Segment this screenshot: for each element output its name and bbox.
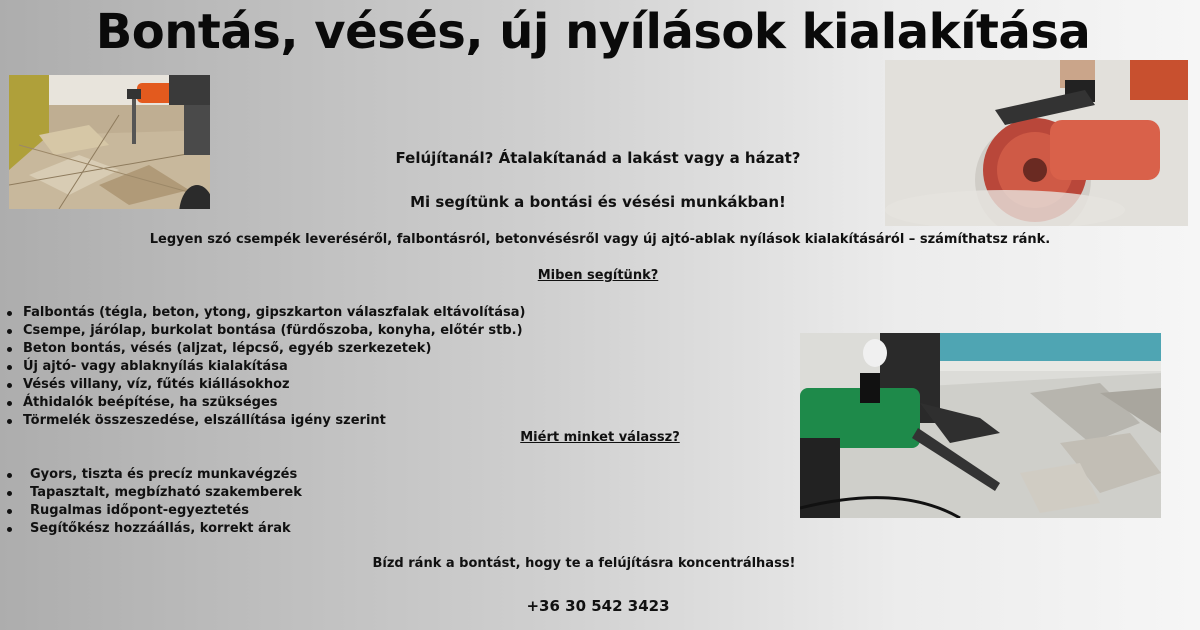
intro-promise: Mi segítünk a bontási és vésési munkákban! <box>410 193 786 211</box>
intro-paragraph: Legyen szó csempék leveréséről, falbontásról, betonvésésről vagy új ajtó-ablak nyílások kialakításáról – számíthatsz ránk. <box>149 232 1051 247</box>
page-title: Bontás, vésés, új nyílások kialakítása <box>95 4 1091 60</box>
list-item: Tapasztalt, megbízható szakemberek <box>30 485 302 500</box>
services-heading: Miben segítünk? <box>537 268 659 283</box>
list-item: Vésés villany, víz, fűtés kiállásokhoz <box>23 376 525 394</box>
list-item: Gyors, tiszta és precíz munkavégzés <box>30 466 302 484</box>
tile-demolition-photo <box>9 75 210 209</box>
list-item: Falbontás (tégla, beton, ytong, gipszkarton válaszfalak eltávolítása) <box>23 305 526 320</box>
reasons-list <box>30 466 302 538</box>
phone-number: +36 30 542 3423 <box>526 597 670 615</box>
list-item: Új ajtó- vagy ablaknyílás kialakítása <box>23 358 525 376</box>
list-item: Csempe, járólap, burkolat bontása (fürdőszoba, konyha, előtér stb.) <box>23 322 525 340</box>
list-item: Rugalmas időpont-egyeztetés <box>30 502 302 520</box>
breaker-hammer-photo <box>800 333 1161 518</box>
services-list <box>23 304 525 430</box>
intro-question: Felújítanál? Átalakítanád a lakást vagy a házat? <box>395 149 801 167</box>
why-heading: Miért minket válassz? <box>520 430 680 445</box>
closing-text: Bízd ránk a bontást, hogy te a felújításra koncentrálhass! <box>372 556 796 571</box>
list-item: Segítőkész hozzáállás, korrekt árak <box>30 520 302 538</box>
list-item: Áthidalók beépítése, ha szükséges <box>23 394 525 412</box>
list-item: Beton bontás, vésés (aljzat, lépcső, egyéb szerkezetek) <box>23 340 525 358</box>
list-item: Törmelék összeszedése, elszállítása igény szerint <box>23 412 525 430</box>
